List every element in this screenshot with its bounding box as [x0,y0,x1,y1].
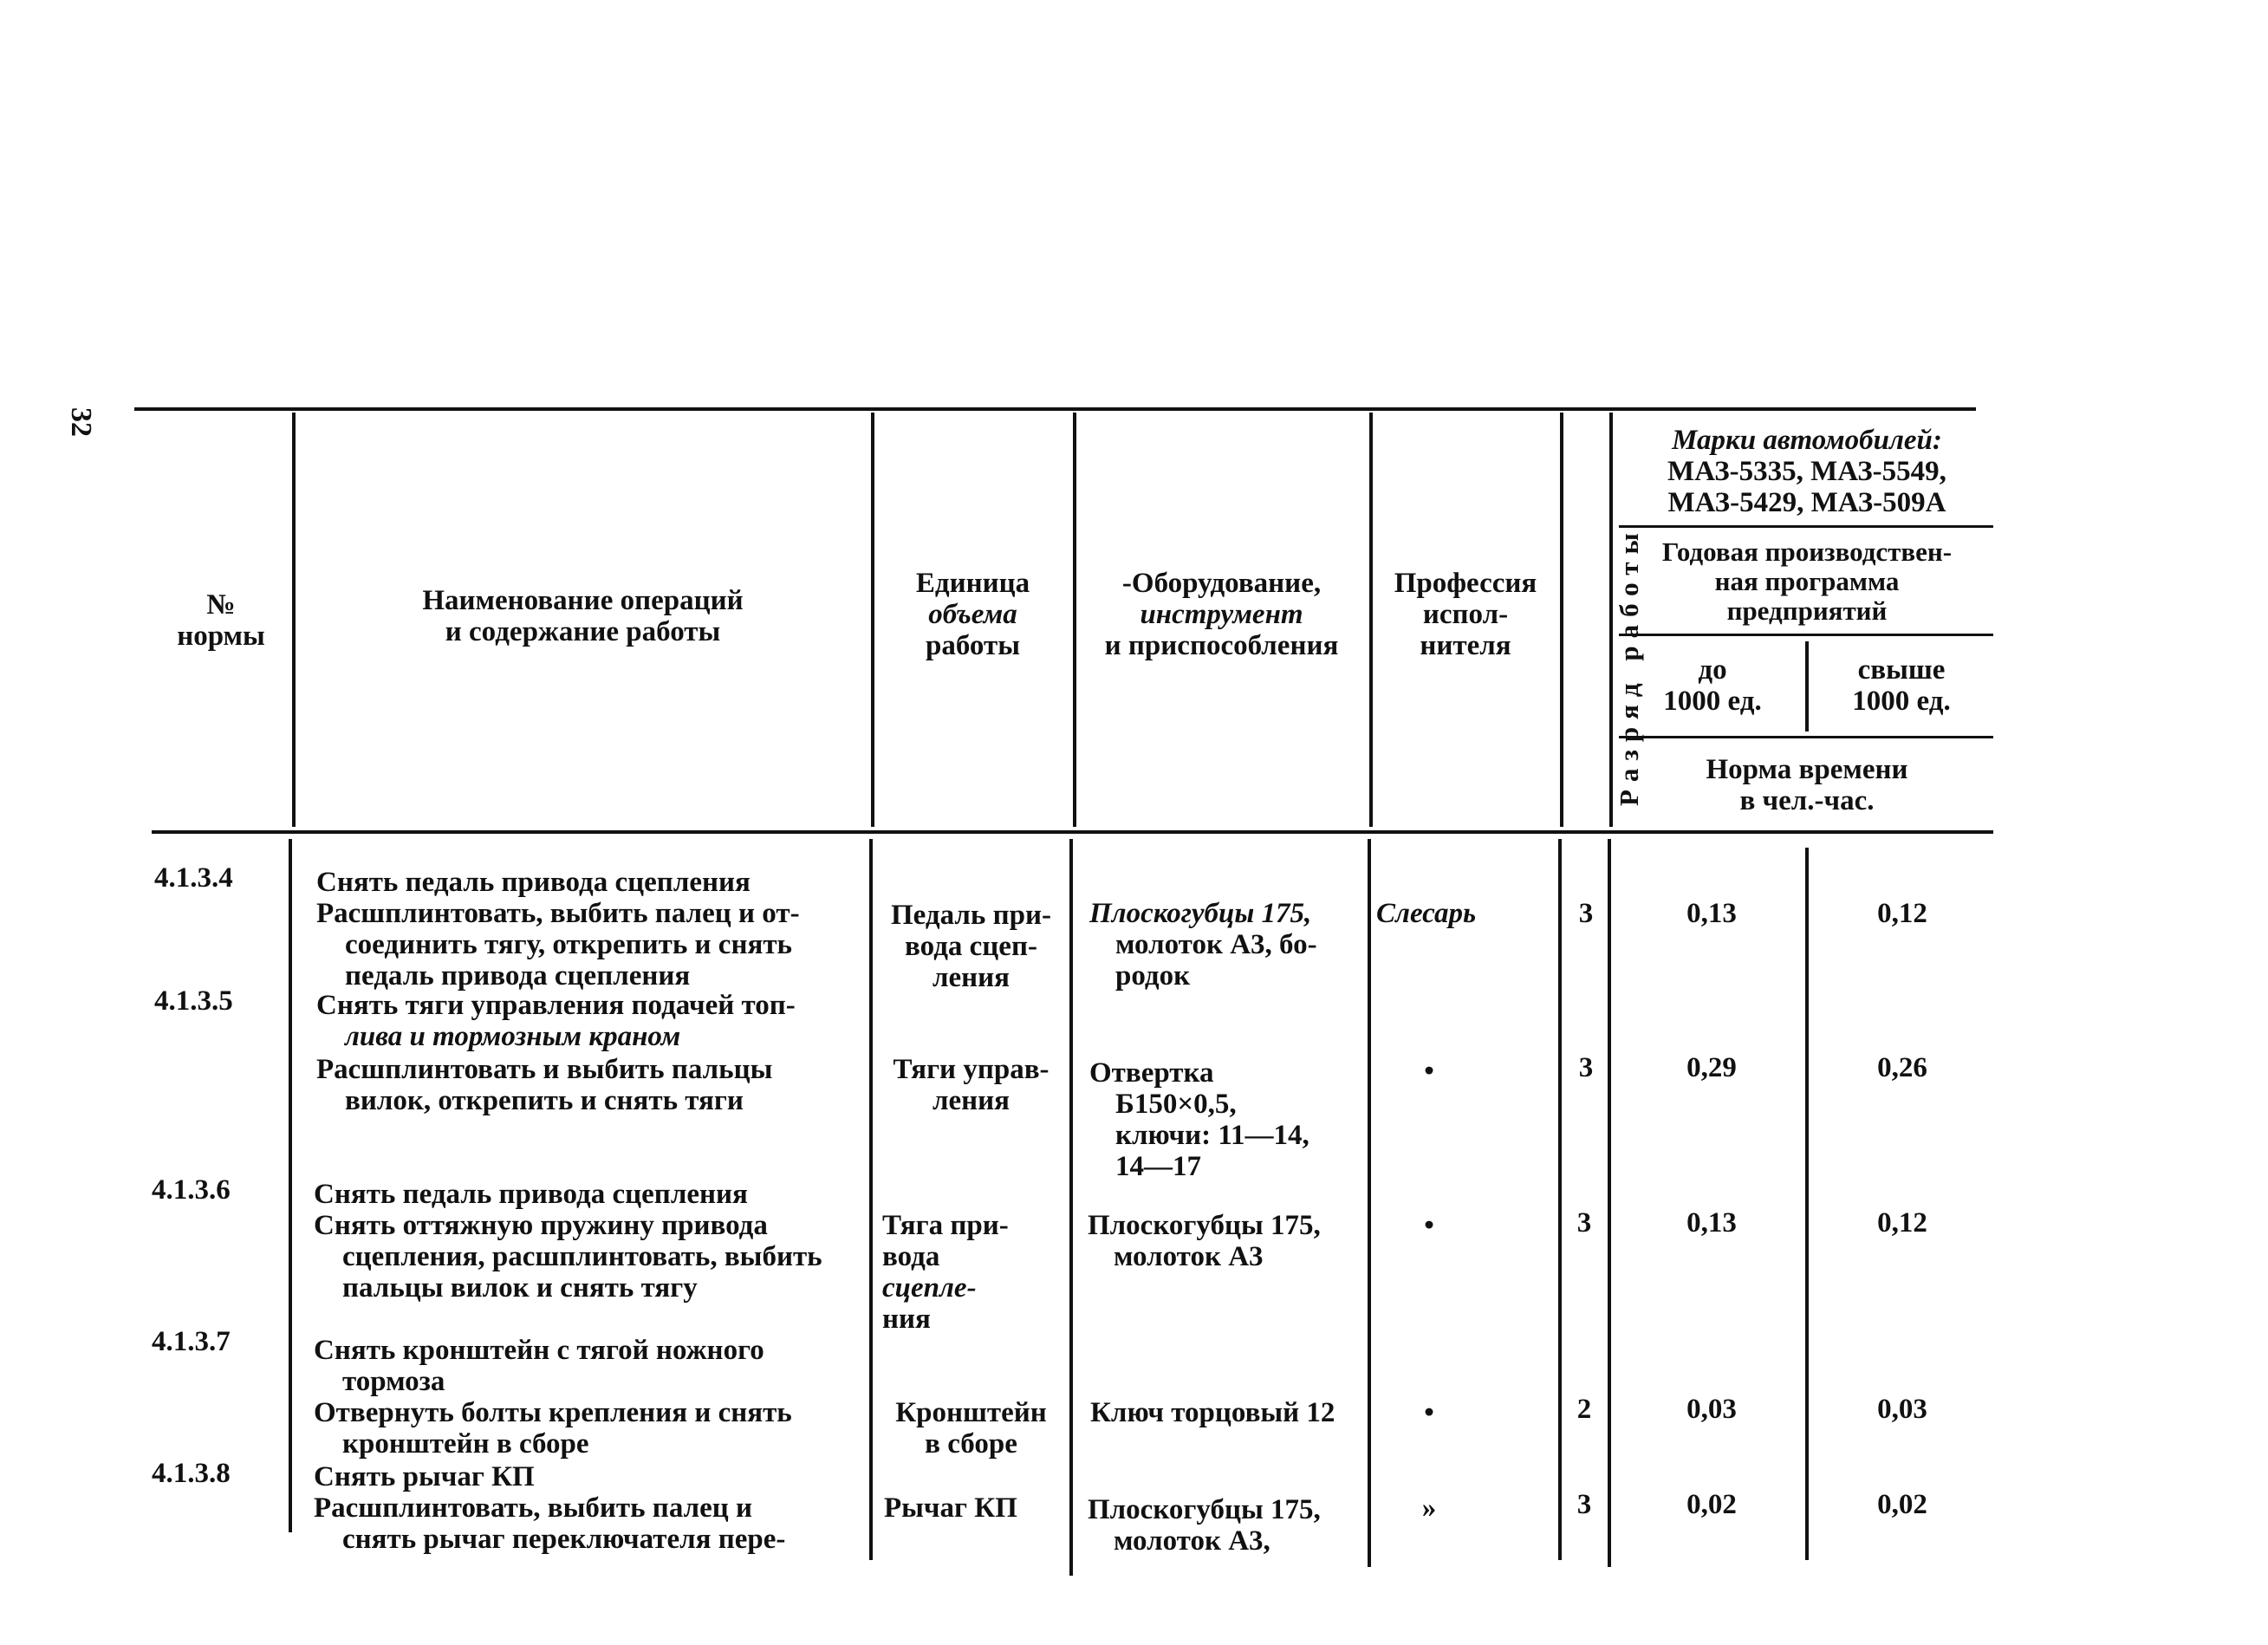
row-number: 4.1.3.5 [154,985,233,1017]
body-col-divider [1608,839,1611,1567]
header-unit: Единица объема работы [915,568,1030,661]
row-content: Снять оттяжную пружину привода сцепления, расшплинтовать, выбить пальцы вилок и снять тягу [314,1210,822,1304]
row-grade: 3 [1576,1489,1592,1520]
body-col-divider [1805,848,1809,1560]
row-norm-upto: 0,02 [1686,1489,1737,1520]
header-program: Годовая производствен- ная программа предприятий [1661,536,1953,626]
row-profession: • [1424,1056,1434,1087]
row-number: 4.1.3.6 [152,1174,231,1206]
body-col-divider [1368,839,1371,1567]
row-content: Расшплинтовать, выбить палец и снять рычаг переключателя пере- [314,1492,786,1555]
table-top-rule [134,407,1976,411]
row-norm-upto: 0,13 [1686,898,1737,929]
header-no: № нормы [177,589,265,652]
header-upto: до 1000 ед. [1663,654,1762,717]
header-norm: Норма времени в чел.-час. [1706,754,1908,816]
row-unit: Тяги управ- ления [893,1054,1050,1116]
row-equipment: Плоскогубцы 175, молоток А3 [1088,1210,1321,1272]
row-norm-over: 0,26 [1877,1052,1927,1083]
header-col-divider [871,413,874,827]
row-unit: Тяга при- вода сцепле- ния [882,1210,1009,1335]
header-over: свыше 1000 ед. [1852,654,1951,717]
row-title: Снять педаль привода сцепления [314,1179,748,1210]
row-unit: Педаль при- вода сцеп- ления [891,900,1051,993]
row-content: Расшплинтовать и выбить пальцы вилок, открепить и снять тяги [316,1054,773,1116]
row-unit: Кронштейн в сборе [895,1397,1047,1460]
header-col-divider [1609,413,1613,827]
row-norm-upto: 0,29 [1686,1052,1737,1083]
body-col-divider [1069,839,1073,1576]
row-equipment: Отвертка Б150×0,5, ключи: 11—14, 14—17 [1089,1057,1309,1182]
row-profession: Слесарь [1376,898,1477,929]
row-norm-upto: 0,13 [1686,1207,1737,1239]
body-col-divider [289,839,292,1532]
row-number: 4.1.3.8 [152,1458,231,1489]
body-col-divider [869,839,873,1560]
header-brands: Марки автомобилей: МАЗ-5335, МАЗ-5549, МАЗ-5429, МАЗ-509А [1667,425,1946,518]
header-col-divider [1560,413,1563,827]
row-grade: 3 [1578,898,1594,929]
row-grade: 2 [1576,1394,1592,1425]
row-norm-upto: 0,03 [1686,1394,1737,1425]
header-profession: Профессия испол- нителя [1394,568,1537,661]
header-col-divider [292,413,296,827]
row-profession: • [1424,1210,1434,1241]
row-equipment: Плоскогубцы 175, молоток А3, бо- родок [1089,898,1317,992]
header-bottom-rule [152,830,1993,834]
row-norm-over: 0,12 [1877,1207,1927,1239]
row-title: Снять педаль привода сцепления [316,867,751,898]
row-unit: Рычаг КП [884,1492,1017,1524]
row-content: Расшплинтовать, выбить палец и от- соединить тягу, открепить и снять педаль привода сцепления [316,898,800,992]
row-content: Отвернуть болты крепления и снять кронштейн в сборе [314,1397,792,1460]
header-equipment: -Оборудование, инструмент и приспособления [1104,568,1339,661]
brands-rule [1619,525,1993,528]
header-subcol-divider [1805,641,1809,731]
row-profession: » [1421,1492,1437,1524]
page-number: 32 [65,407,97,437]
row-equipment: Ключ торцовый 12 [1090,1397,1335,1428]
row-profession: • [1424,1397,1434,1428]
row-norm-over: 0,03 [1877,1394,1927,1425]
row-title: Снять рычаг КП [314,1461,535,1492]
row-norm-over: 0,02 [1877,1489,1927,1520]
row-title: Снять тяги управления подачей топ- лива и тормозным краном [316,990,796,1052]
header-grade: Разряд работы [1614,525,1644,806]
header-name: Наименование операций и содержание работы [422,585,744,647]
body-col-divider [1558,839,1562,1560]
row-grade: 3 [1578,1052,1594,1083]
subcol-rule [1619,736,1993,738]
row-title: Снять кронштейн с тягой ножного тормоза [314,1335,764,1397]
row-equipment: Плоскогубцы 175, молоток А3, [1088,1494,1321,1557]
program-rule [1619,634,1993,636]
row-grade: 3 [1576,1207,1592,1239]
row-number: 4.1.3.4 [154,862,233,894]
row-number: 4.1.3.7 [152,1326,231,1357]
row-norm-over: 0,12 [1877,898,1927,929]
